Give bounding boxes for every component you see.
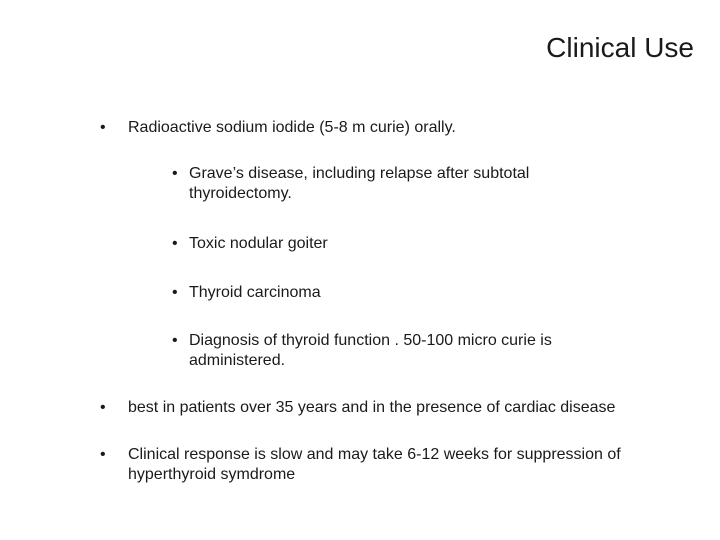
- subbullet-thyroid-carcinoma: [172, 283, 602, 303]
- bullet-text: Radioactive sodium iodide (5-8 m curie) orally.: [128, 119, 456, 136]
- bullet-sodium-iodide: [100, 118, 700, 138]
- bullet-text: Toxic nodular goiter: [189, 235, 328, 252]
- bullet-text: Clinical response is slow and may take 6-12 weeks for suppression of hyperthyroid symdrome: [128, 446, 621, 483]
- subbullet-toxic-nodular-goiter: [172, 234, 602, 254]
- subbullet-graves-disease: [172, 164, 602, 204]
- bullet-text: Thyroid carcinoma: [189, 284, 321, 301]
- bullet-marker: •: [100, 119, 106, 136]
- subbullet-diagnosis: [172, 331, 622, 371]
- bullet-marker: •: [172, 332, 178, 349]
- bullet-best-in-patients: [100, 398, 700, 418]
- bullet-marker: •: [172, 284, 178, 301]
- bullet-marker: •: [172, 165, 178, 182]
- bullet-clinical-response: [100, 445, 700, 485]
- bullet-text: best in patients over 35 years and in the presence of cardiac disease: [128, 399, 616, 416]
- bullet-marker: •: [100, 446, 106, 463]
- bullet-marker: •: [100, 399, 106, 416]
- bullet-text: Diagnosis of thyroid function . 50-100 micro curie is administered.: [189, 332, 552, 369]
- bullet-marker: •: [172, 235, 178, 252]
- bullet-text: Grave’s disease, including relapse after subtotal thyroidectomy.: [189, 165, 530, 202]
- slide-title: Clinical Use: [546, 32, 694, 63]
